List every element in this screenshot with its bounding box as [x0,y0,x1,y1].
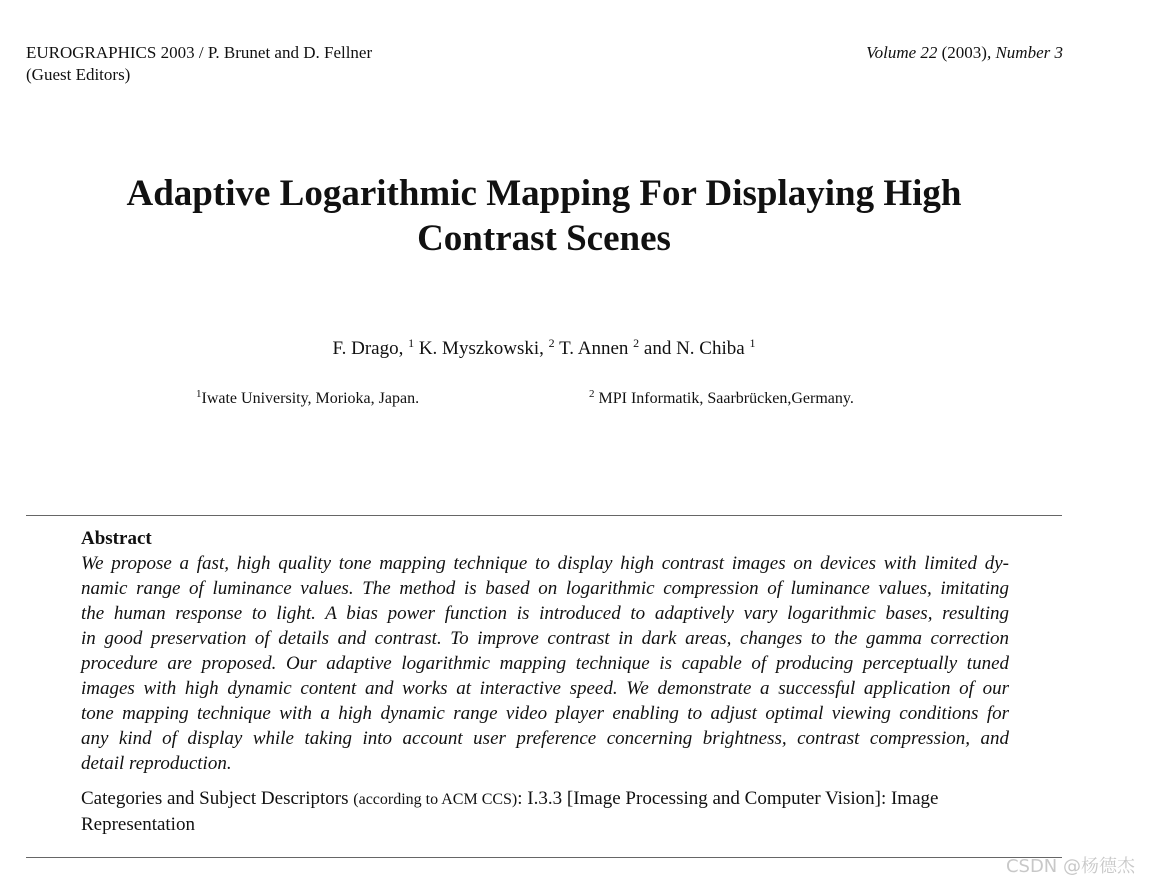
conference-line: EUROGRAPHICS 2003 / P. Brunet and D. Fellner [26,43,373,62]
abstract-section [81,527,1009,837]
title-line-1: Adaptive Logarithmic Mapping For Displaying High [126,173,962,214]
abstract-line: namic range of luminance values. The method is based on logarithmic compression of luminance values, imitating [81,578,1009,599]
watermark: CSDN @杨德杰 [1005,856,1135,877]
affiliation-2 [589,388,854,408]
volume-label: Volume 22 [866,43,938,62]
author-name: F. Drago, [332,338,409,359]
abstract-line: the human response to light. A bias power function is introduced to adaptively vary logarithmic bases, resulting [81,603,1009,624]
title-line-2: Contrast Scenes [417,218,671,259]
abstract-body [81,551,1009,776]
abstract-line: images with high dynamic content and works at interactive speed. We demonstrate a successful application of our [81,678,1009,699]
affiliation-mark: 2 [589,388,595,400]
affiliation-text: Iwate University, Morioka, Japan. [201,390,420,407]
affiliation-mark: 1 [196,388,202,400]
abstract-line: detail reproduction. [81,753,232,774]
author-name: K. Myszkowski, [414,338,549,359]
running-header-left [26,42,372,86]
author-name: T. Annen [554,338,634,359]
author-affiliation-mark: 1 [408,336,415,350]
author-list [0,336,1088,360]
bottom-divider [26,857,1062,858]
abstract-line: tone mapping technique with a high dynamic range video player enabling to adjust optimal viewing conditions for [81,703,1009,724]
editors-line: (Guest Editors) [26,65,131,84]
affiliation-1 [196,388,419,408]
abstract-line: procedure are proposed. Our adaptive logarithmic mapping technique is capable of producing perceptually tuned [81,653,1009,674]
issue-number: , Number 3 [986,43,1063,62]
author-name: and N. Chiba [639,338,750,359]
abstract-line: any kind of display while taking into account user preference concerning brightness, contrast compression, and [81,728,1009,749]
author-affiliation-mark: 1 [749,336,756,350]
affiliation-text: MPI Informatik, Saarbrücken,Germany. [594,390,854,407]
abstract-line: We propose a fast, high quality tone mapping technique to display high contrast images on devices with limited dy- [81,553,1009,574]
paper-title [0,171,1088,261]
author-affiliation-mark: 2 [633,336,640,350]
running-header-right [866,42,1063,64]
author-affiliation-mark: 2 [548,336,555,350]
abstract-line: in good preservation of details and contrast. To improve contrast in dark areas, changes to the gamma correction [81,628,1009,649]
top-divider [26,515,1062,516]
subject-descriptors [81,786,1009,837]
categories-label: Categories and Subject Descriptors [81,788,354,809]
categories-text: : I.3.3 [Image Processing and Computer Vision]: Image Representation [81,788,939,835]
abstract-heading: Abstract [81,528,152,549]
year-label: (2003) [941,43,987,62]
categories-note: (according to ACM CCS) [353,791,518,808]
